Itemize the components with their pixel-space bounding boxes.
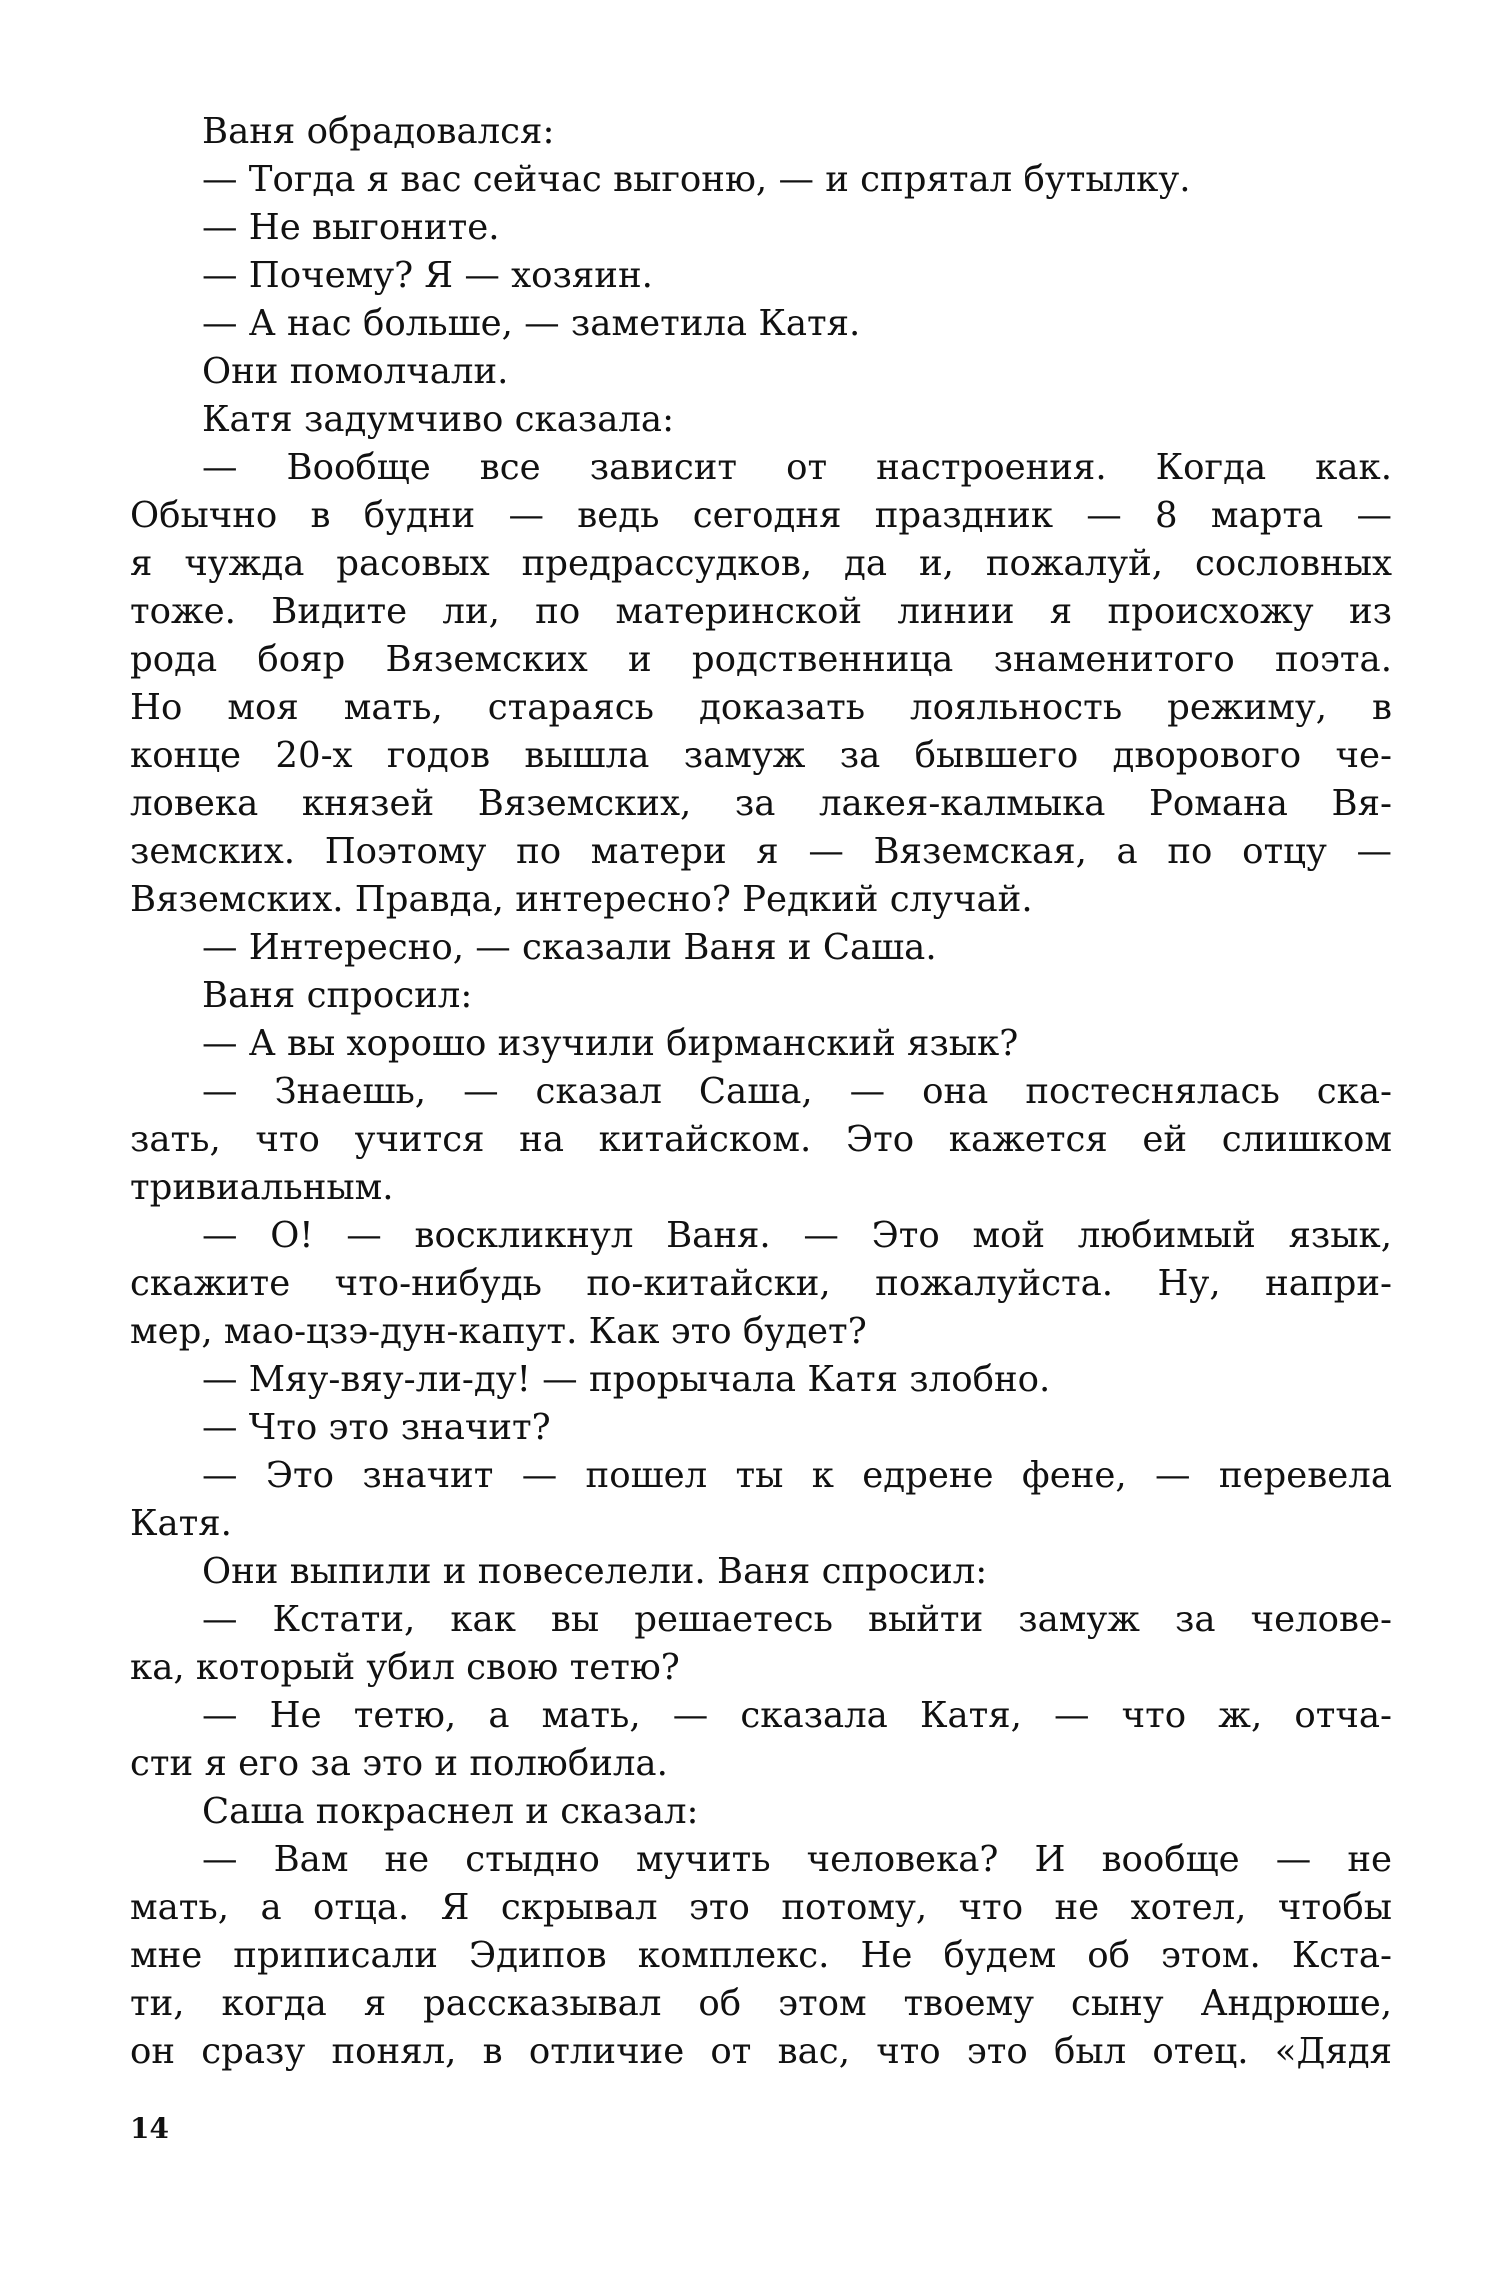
text-line: тривиальным. [130,1167,394,1208]
text-line: — Это значит — пошел ты к едрене фене, — перевела [202,1455,1392,1496]
text-line: я чужда расовых предрассудков, да и, пожалуй, сословных [130,543,1392,584]
text-line: Катя задумчиво сказала: [202,399,675,440]
text-line: он сразу понял, в отличие от вас, что это был отец. «Дядя [130,2031,1392,2072]
text-line: зать, что учится на китайском. Это кажется ей слишком [130,1119,1392,1160]
text-line: — Вам не стыдно мучить человека? И вообще — не [202,1839,1392,1880]
text-line: — Тогда я вас сейчас выгоню, — и спрятал бутылку. [202,159,1191,200]
page-number: 14 [130,2112,169,2145]
text-line: мер, мао-цзэ-дун-капут. Как это будет? [130,1311,867,1352]
text-line: ка, который убил свою тетю? [130,1647,680,1688]
text-line: Они выпили и повеселели. Ваня спросил: [202,1551,988,1592]
text-line: скажите что-нибудь по-китайски, пожалуйста. Ну, напри- [130,1263,1392,1304]
text-line: — Кстати, как вы решаетесь выйти замуж за челове- [202,1599,1392,1640]
text-line: Ваня спросил: [202,975,473,1016]
text-line: сти я его за это и полюбила. [130,1743,668,1784]
text-line: — Мяу-вяу-ли-ду! — прорычала Катя злобно. [202,1359,1051,1400]
body-text [130,108,1392,2076]
text-line: Катя. [130,1503,232,1544]
text-line: мне приписали Эдипов комплекс. Не будем об этом. Кста- [130,1935,1392,1976]
text-line: Вяземских. Правда, интересно? Редкий случай. [130,879,1033,920]
text-line: — Что это значит? [202,1407,551,1448]
text-line: Но моя мать, стараясь доказать лояльность режиму, в [130,687,1392,728]
text-line: земских. Поэтому по матери я — Вяземская, а по отцу — [130,831,1392,872]
text-line: тоже. Видите ли, по материнской линии я происхожу из [130,591,1392,632]
text-line: Ваня обрадовался: [202,111,555,152]
text-line: конце 20-х годов вышла замуж за бывшего дворового че- [130,735,1392,776]
text-line: — А вы хорошо изучили бирманский язык? [202,1023,1019,1064]
text-line: Они помолчали. [202,351,509,392]
text-line: — Почему? Я — хозяин. [202,255,653,296]
text-line: Обычно в будни — ведь сегодня праздник — 8 марта — [130,495,1392,536]
text-line: — Не тетю, а мать, — сказала Катя, — что ж, отча- [202,1695,1392,1736]
text-line: — Знаешь, — сказал Саша, — она постеснялась ска- [202,1071,1392,1112]
text-line: ти, когда я рассказывал об этом твоему сыну Андрюше, [130,1983,1392,2024]
text-line: — Не выгоните. [202,207,500,248]
text-line: ловека князей Вяземских, за лакея-калмыка Романа Вя- [130,783,1392,824]
text-line: — А нас больше, — заметила Катя. [202,303,861,344]
text-line: рода бояр Вяземских и родственница знаменитого поэта. [130,639,1392,680]
text-line: — Интересно, — сказали Ваня и Саша. [202,927,937,968]
text-line: — О! — воскликнул Ваня. — Это мой любимый язык, [202,1215,1392,1256]
text-line: мать, а отца. Я скрывал это потому, что не хотел, чтобы [130,1887,1392,1928]
text-line: — Вообще все зависит от настроения. Когда как. [202,447,1392,488]
text-line: Саша покраснел и сказал: [202,1791,699,1832]
